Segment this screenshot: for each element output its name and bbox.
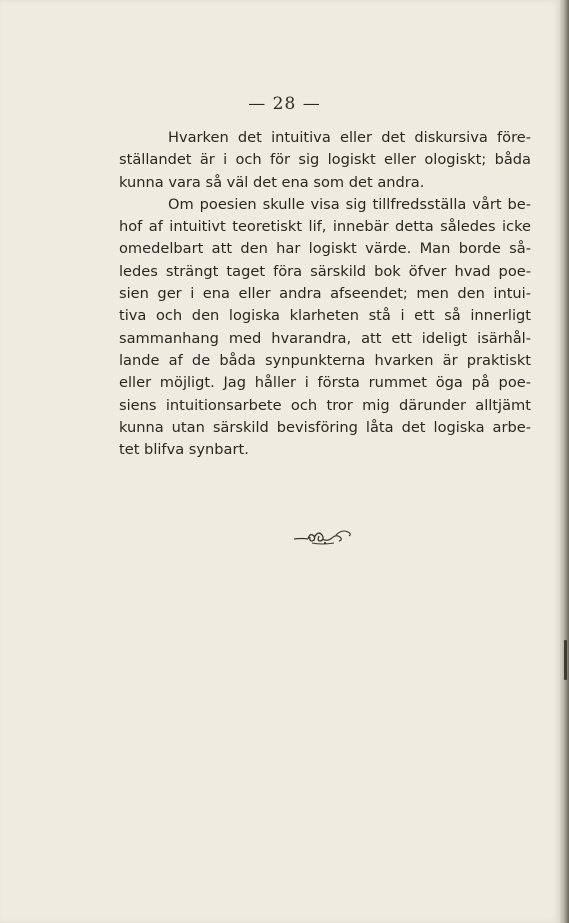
paragraph-1-line-3: kunna vara så väl det ena som det andra. — [119, 173, 425, 191]
ornament-vignette-icon — [292, 526, 354, 546]
paragraph-2-line-3: omedelbart att den har logiskt värde. Man borde så- — [119, 240, 531, 258]
page-edge — [560, 0, 569, 923]
paragraph-1-line-2: ställandet är i och för sig logiskt eller ologiskt; båda — [119, 151, 531, 169]
paragraph-2-line-12: tet blifva synbart. — [119, 441, 249, 459]
page-number: — 28 — — [248, 94, 321, 114]
paragraph-2-line-6: tiva och den logiska klarheten stå i ett så innerligt — [119, 307, 531, 325]
paragraph-2-line-2: hof af intuitivt teoretiskt lif, innebär detta således icke — [119, 218, 531, 236]
paragraph-2-line-9: eller möjligt. Jag håller i första rummet öga på poe- — [119, 374, 531, 392]
paragraph-2-line-7: sammanhang med hvarandra, att ett ideligt isärhål- — [119, 329, 531, 347]
paragraph-2-line-1: Om poesien skulle visa sig tillfredsställa vårt be- — [168, 195, 531, 213]
paragraph-2-line-11: kunna utan särskild bevisföring låta det logiska arbe- — [119, 418, 531, 436]
paragraph-2-line-8: lande af de båda synpunkterna hvarken är praktiskt — [119, 351, 531, 369]
edge-mark — [564, 640, 567, 680]
paragraph-1-line-1: Hvarken det intuitiva eller det diskursiva före- — [168, 129, 531, 146]
paragraph-2-line-4: ledes strängt taget föra särskild bok öfver hvad poe- — [119, 262, 531, 280]
paragraph-2-line-5: sien ger i ena eller andra afseendet; men den intui- — [119, 285, 531, 303]
paragraph-2-line-10: siens intuitionsarbete och tror mig därunder alltjämt — [119, 396, 531, 414]
body-text — [119, 127, 531, 461]
